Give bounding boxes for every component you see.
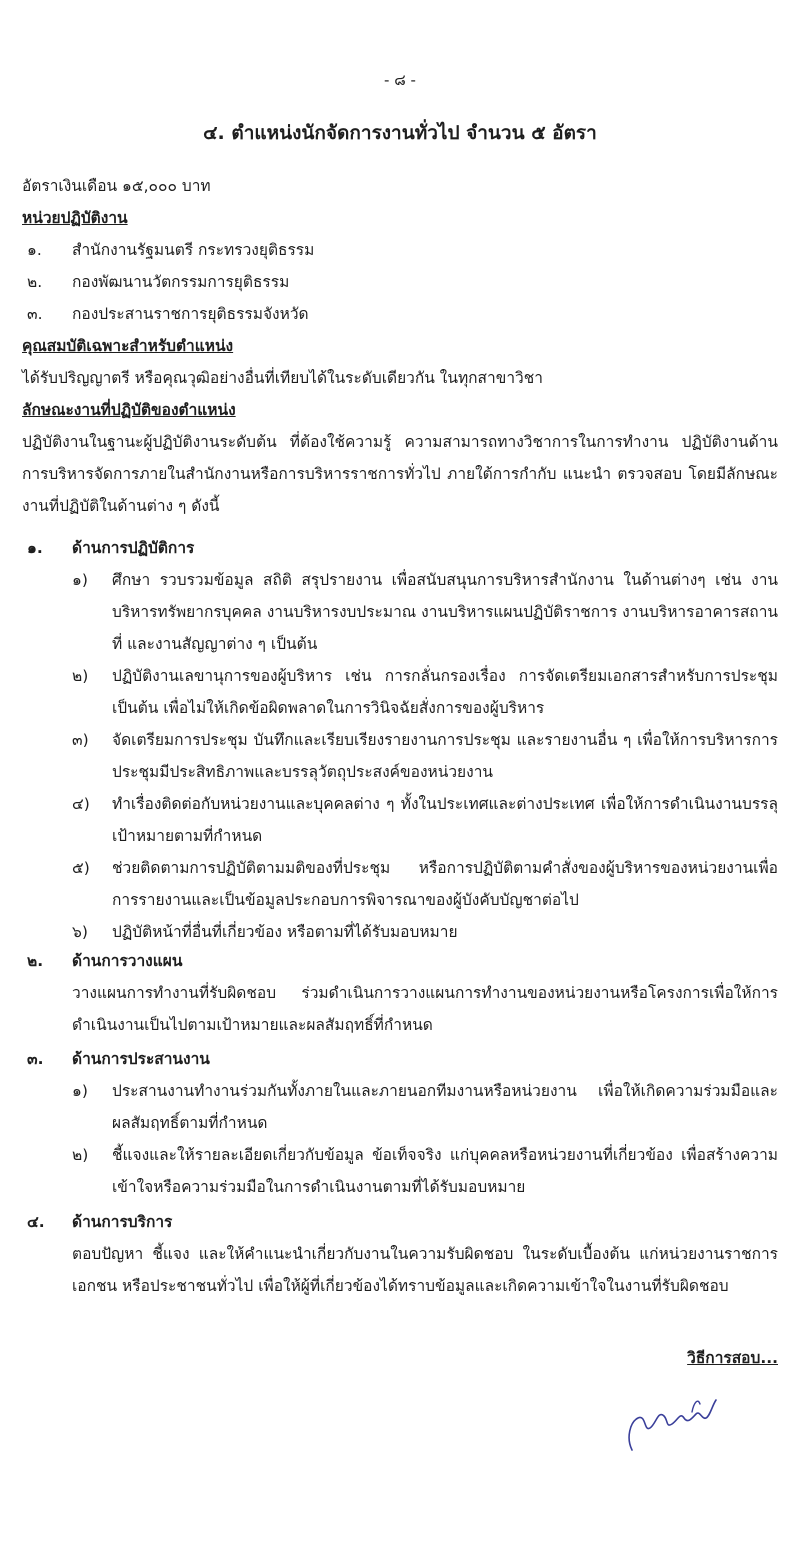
list-item-text: ปฏิบัติงานเลขานุการของผู้บริหาร เช่น การกลั่นกรองเรื่อง การจัดเตรียมเอกสารสำหรับการประชุม เป็นต้น เพื่อไม่ให้เกิดข้อผิดพลาดในการวินิจฉัยสั่งการของผู้บริหาร <box>112 667 778 717</box>
list-item-text: ทำเรื่องติดต่อกับหน่วยงานและบุคคลต่าง ๆ ทั้งในประเทศและต่างประเทศ เพื่อให้การดำเนินงานบรรลุเป้าหมายตามที่กำหนด <box>112 795 778 845</box>
signature-icon <box>622 1388 722 1458</box>
list-item-number: ๒) <box>72 1146 89 1164</box>
page-number: - ๘ - <box>384 71 416 89</box>
list-item-text: ศึกษา รวบรวมข้อมูล สถิติ สรุปรายงาน เพื่อสนับสนุนการบริหารสำนักงาน ในด้านต่างๆ เช่น งานบริหารทรัพยากรบุคคล งานบริหารงบประมาณ งานบริหารแผนปฏิบัติราชการ งานบริหารอาคารสถานที่ และงานสัญญาต่าง ๆ เป็นต้น <box>112 571 778 653</box>
section-title: ด้านการประสานงาน <box>72 1050 210 1068</box>
list-item-number: ๑) <box>72 571 88 589</box>
list-item-number: ๒) <box>72 667 89 685</box>
section-title: ด้านการวางแผน <box>72 952 183 970</box>
list-item-text: กองประสานราชการยุติธรรมจังหวัด <box>72 305 309 323</box>
section-number: ๒. <box>27 952 44 970</box>
section-heading <box>22 1206 778 1238</box>
list-item-text: ประสานงานทำงานร่วมกันทั้งภายในและภายนอกทีมงานหรือหน่วยงาน เพื่อให้เกิดความร่วมมือและผลสัมฤทธิ์ตามที่กำหนด <box>112 1082 778 1132</box>
duties-heading: ลักษณะงานที่ปฏิบัติของตำแหน่ง <box>22 401 236 419</box>
list-item-number: ๒. <box>27 273 43 291</box>
list-item <box>22 852 778 916</box>
list-item-number: ๖) <box>72 923 88 941</box>
section-service <box>22 1206 778 1302</box>
list-item-number: ๕) <box>72 859 90 877</box>
section-operations <box>22 532 778 948</box>
list-item <box>22 266 778 298</box>
section-coordination <box>22 1043 778 1203</box>
list-item <box>22 724 778 788</box>
list-item <box>22 234 778 266</box>
list-item-text: กองพัฒนานวัตกรรมการยุติธรรม <box>72 273 290 291</box>
list-item <box>22 660 778 724</box>
section-text: วางแผนการทำงานที่รับผิดชอบ ร่วมดำเนินการวางแผนการทำงานของหน่วยงานหรือโครงการเพื่อให้การดำเนินงานเป็นไปตามเป้าหมายและผลสัมฤทธิ์ที่กำหนด <box>72 984 778 1034</box>
list-item <box>22 1139 778 1203</box>
section-planning <box>22 945 778 1041</box>
list-item-text: ชี้แจงและให้รายละเอียดเกี่ยวกับข้อมูล ข้อเท็จจริง แก่บุคคลหรือหน่วยงานที่เกี่ยวข้อง เพื่อสร้างความเข้าใจหรือความร่วมมือในการดำเนินงานตามที่ได้รับมอบหมาย <box>112 1146 778 1196</box>
list-item-text: ปฏิบัติหน้าที่อื่นที่เกี่ยวข้อง หรือตามที่ได้รับมอบหมาย <box>112 923 458 941</box>
list-item-number: ๑) <box>72 1082 88 1100</box>
list-item-number: ๓) <box>72 731 89 749</box>
qualification-text: ได้รับปริญญาตรี หรือคุณวุฒิอย่างอื่นที่เทียบได้ในระดับเดียวกัน ในทุกสาขาวิชา <box>22 369 543 387</box>
section-number: ๔. <box>27 1213 45 1231</box>
salary-text: อัตราเงินเดือน ๑๕,๐๐๐ บาท <box>22 177 211 195</box>
section-number: ๑. <box>27 539 43 557</box>
list-item <box>22 788 778 852</box>
list-item <box>22 916 778 948</box>
list-item <box>22 564 778 660</box>
section-heading <box>22 532 778 564</box>
page-title: ๔. ตำแหน่งนักจัดการงานทั่วไป จำนวน ๕ อัตรา <box>203 122 597 144</box>
section-number: ๓. <box>27 1050 44 1068</box>
header-section <box>22 170 778 522</box>
list-item-number: ๔) <box>72 795 90 813</box>
list-item-text: สำนักงานรัฐมนตรี กระทรวงยุติธรรม <box>72 241 315 259</box>
section-title: ด้านการปฏิบัติการ <box>72 539 195 557</box>
list-item <box>22 298 778 330</box>
duties-intro: ปฏิบัติงานในฐานะผู้ปฏิบัติงานระดับต้น ที่ต้องใช้ความรู้ ความสามารถทางวิชาการในการทำงาน ปฏิบัติงานด้านการบริหารจัดการภายในสำนักงานหรือการบริหารราชการทั่วไป ภายใต้การกำกับ แนะนำ ตรวจสอบ โดยมีลักษณะงานที่ปฏิบัติในด้านต่าง ๆ ดังนี้ <box>22 433 778 515</box>
units-heading: หน่วยปฏิบัติงาน <box>22 209 128 227</box>
list-item-number: ๑. <box>27 241 42 259</box>
section-text: ตอบปัญหา ชี้แจง และให้คำแนะนำเกี่ยวกับงานในความรับผิดชอบ ในระดับเบื้องต้น แก่หน่วยงานราชการ เอกชน หรือประชาชนทั่วไป เพื่อให้ผู้ที่เกี่ยวข้องได้ทราบข้อมูลและเกิดความเข้าใจในงานที่รับผิดชอบ <box>72 1245 778 1295</box>
section-heading <box>22 945 778 977</box>
list-item-text: จัดเตรียมการประชุม บันทึกและเรียบเรียงรายงานการประชุม และรายงานอื่น ๆ เพื่อให้การบริหารการประชุมมีประสิทธิภาพและบรรลุวัตถุประสงค์ของหน่วยงาน <box>112 731 778 781</box>
list-item-text: ช่วยติดตามการปฏิบัติตามมติของที่ประชุม หรือการปฏิบัติตามคำสั่งของผู้บริหารของหน่วยงานเพื่อการรายงานและเป็นข้อมูลประกอบการพิจารณาของผู้บังคับบัญชาต่อไป <box>112 859 778 909</box>
list-item-number: ๓. <box>27 305 43 323</box>
section-heading <box>22 1043 778 1075</box>
section-title: ด้านการบริการ <box>72 1213 173 1231</box>
list-item <box>22 1075 778 1139</box>
next-page-continuation: วิธีการสอบ... <box>687 1349 778 1367</box>
qualification-heading: คุณสมบัติเฉพาะสำหรับตำแหน่ง <box>22 337 234 355</box>
